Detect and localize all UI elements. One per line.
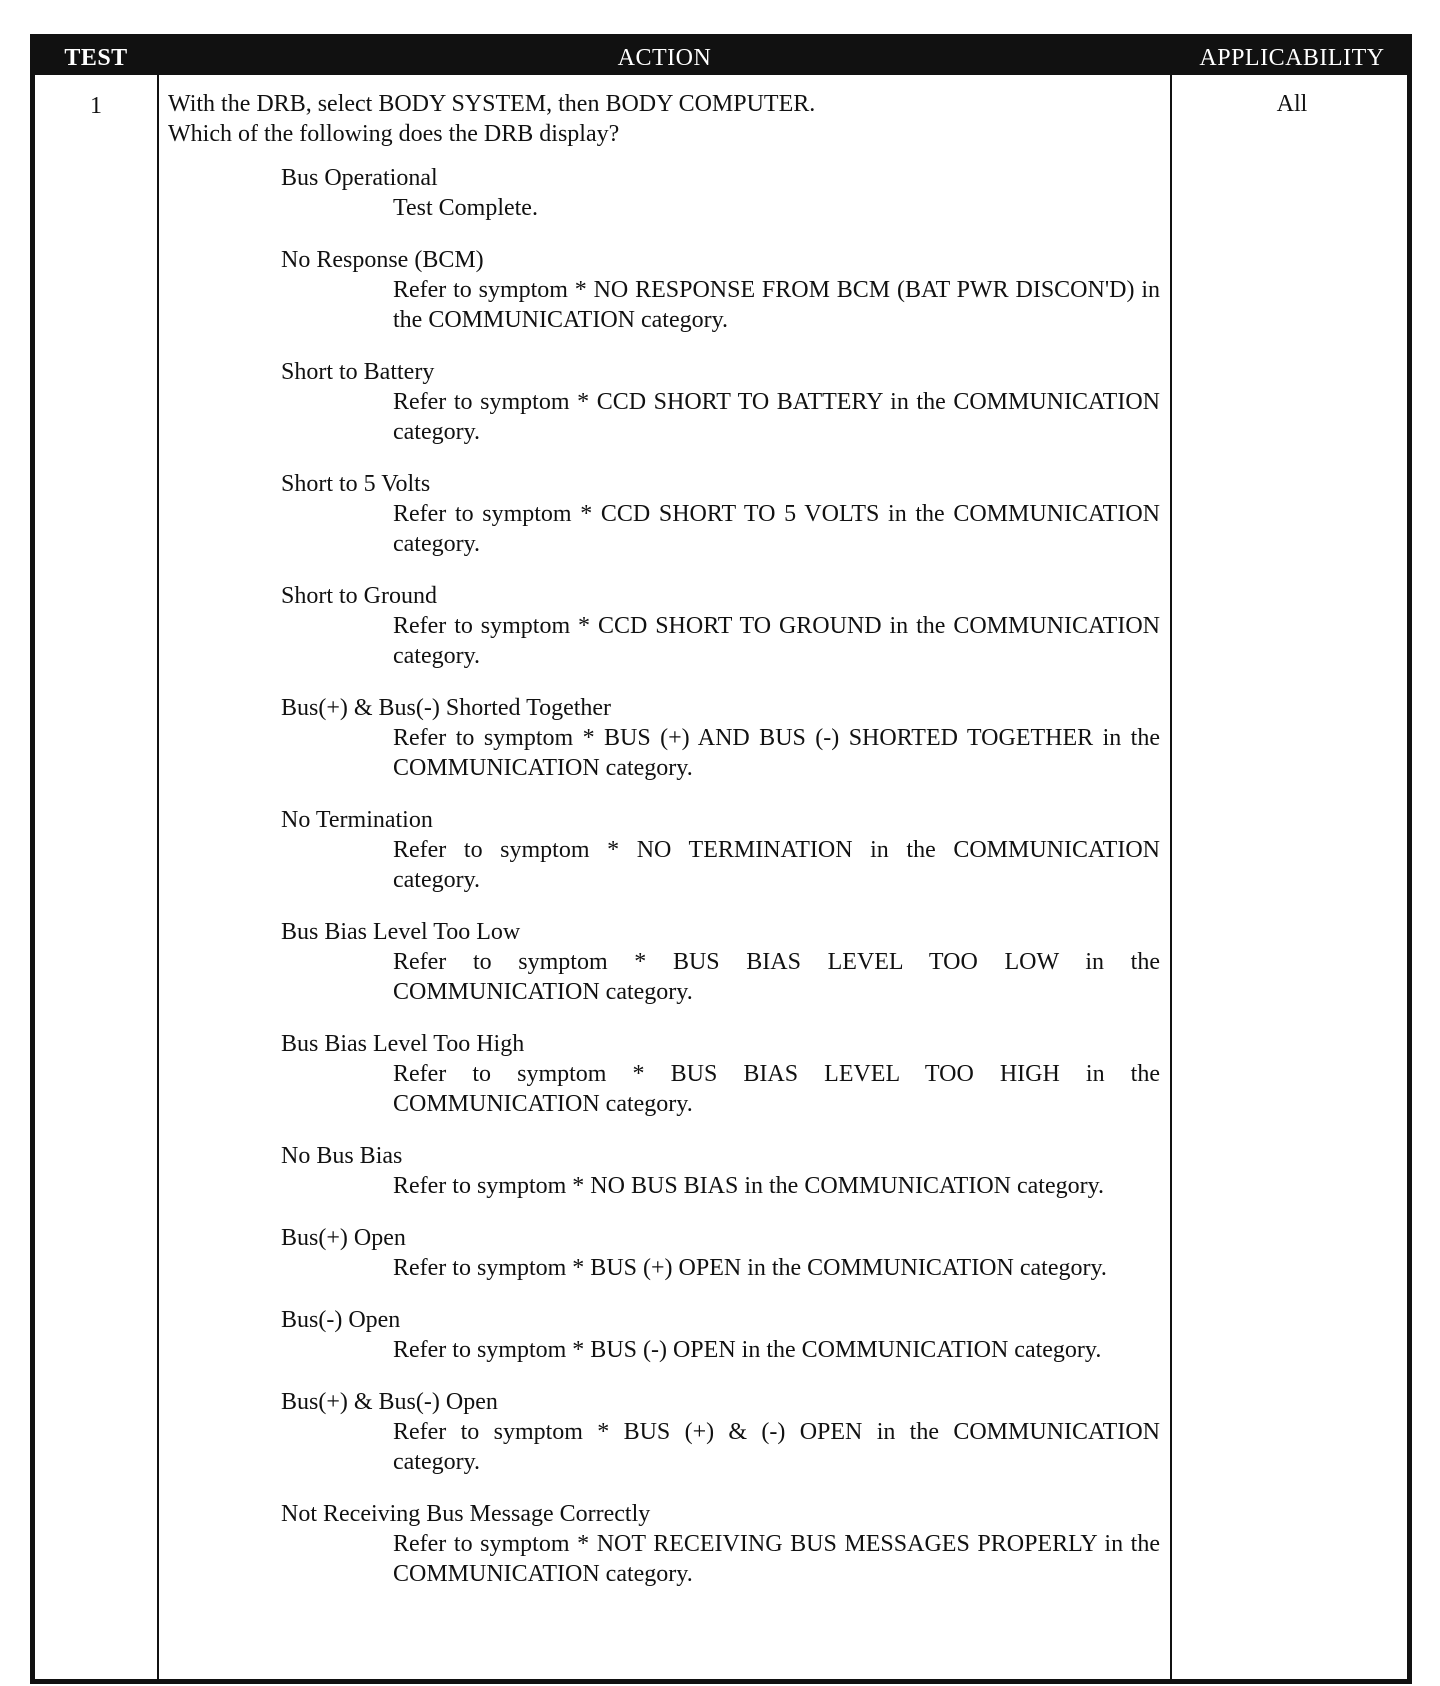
option-item <box>168 1141 1160 1201</box>
option-item <box>168 1223 1160 1283</box>
option-label: Short to Ground <box>281 583 437 609</box>
option-label: Bus Operational <box>281 165 438 191</box>
option-label: No Termination <box>281 807 433 833</box>
option-result: Refer to symptom * NO RESPONSE FROM BCM (BAT PWR DISCON'D) in the COMMUNICATION category. <box>393 277 1160 333</box>
option-item <box>168 581 1160 671</box>
option-label: Bus Bias Level Too High <box>281 1031 525 1057</box>
header-test: TEST <box>64 45 128 71</box>
option-result: Refer to symptom * NO BUS BIAS in the COMMUNICATION category. <box>393 1173 1105 1199</box>
action-instruction: With the DRB, select BODY SYSTEM, then BODY COMPUTER. <box>168 91 816 117</box>
option-label: Bus(+) & Bus(-) Shorted Together <box>281 695 612 721</box>
column-divider-action <box>1170 75 1172 1679</box>
option-label: Bus(+) Open <box>281 1225 406 1251</box>
option-item <box>168 469 1160 559</box>
display-options <box>168 163 1160 1589</box>
option-result: Refer to symptom * NOT RECEIVING BUS MESSAGES PROPERLY in the COMMUNICATION category. <box>393 1531 1160 1587</box>
option-result: Refer to symptom * BUS BIAS LEVEL TOO HIGH in the COMMUNICATION category. <box>393 1061 1160 1117</box>
option-result: Refer to symptom * CCD SHORT TO 5 VOLTS in the COMMUNICATION category. <box>393 501 1160 557</box>
column-divider-test <box>157 75 159 1679</box>
option-label: Not Receiving Bus Message Correctly <box>281 1501 651 1527</box>
applicability-value: All <box>1276 91 1308 117</box>
diagnostic-table <box>30 34 1412 1684</box>
option-label: No Response (BCM) <box>281 247 484 273</box>
option-label: Bus Bias Level Too Low <box>281 919 521 945</box>
option-result: Refer to symptom * NO TERMINATION in the COMMUNICATION category. <box>393 837 1160 893</box>
option-item <box>168 1305 1160 1365</box>
action-question: Which of the following does the DRB display? <box>168 121 620 147</box>
option-result: Refer to symptom * BUS (-) OPEN in the COMMUNICATION category. <box>393 1337 1102 1363</box>
option-item <box>168 1387 1160 1477</box>
test-number: 1 <box>90 93 102 119</box>
option-result: Refer to symptom * BUS (+) & (-) OPEN in the COMMUNICATION category. <box>393 1419 1160 1475</box>
option-item <box>168 163 1160 223</box>
option-result: Refer to symptom * BUS (+) OPEN in the COMMUNICATION category. <box>393 1255 1107 1281</box>
option-label: No Bus Bias <box>281 1143 403 1169</box>
header-applicability: APPLICABILITY <box>1199 45 1385 71</box>
header-action: ACTION <box>617 45 712 71</box>
option-label: Bus(-) Open <box>281 1307 401 1333</box>
option-result: Refer to symptom * CCD SHORT TO GROUND in the COMMUNICATION category. <box>393 613 1160 669</box>
option-result: Refer to symptom * CCD SHORT TO BATTERY in the COMMUNICATION category. <box>393 389 1160 445</box>
action-cell <box>168 89 1160 1611</box>
option-item <box>168 1499 1160 1589</box>
option-result: Refer to symptom * BUS (+) AND BUS (-) SHORTED TOGETHER in the COMMUNICATION category. <box>393 725 1160 781</box>
option-item <box>168 805 1160 895</box>
option-item <box>168 357 1160 447</box>
option-label: Bus(+) & Bus(-) Open <box>281 1389 498 1415</box>
option-item <box>168 693 1160 783</box>
option-label: Short to 5 Volts <box>281 471 431 497</box>
table-header <box>35 39 1407 75</box>
option-item <box>168 917 1160 1007</box>
option-result: Test Complete. <box>393 195 538 221</box>
option-item <box>168 1029 1160 1119</box>
option-result: Refer to symptom * BUS BIAS LEVEL TOO LOW in the COMMUNICATION category. <box>393 949 1160 1005</box>
option-label: Short to Battery <box>281 359 435 385</box>
option-item <box>168 245 1160 335</box>
